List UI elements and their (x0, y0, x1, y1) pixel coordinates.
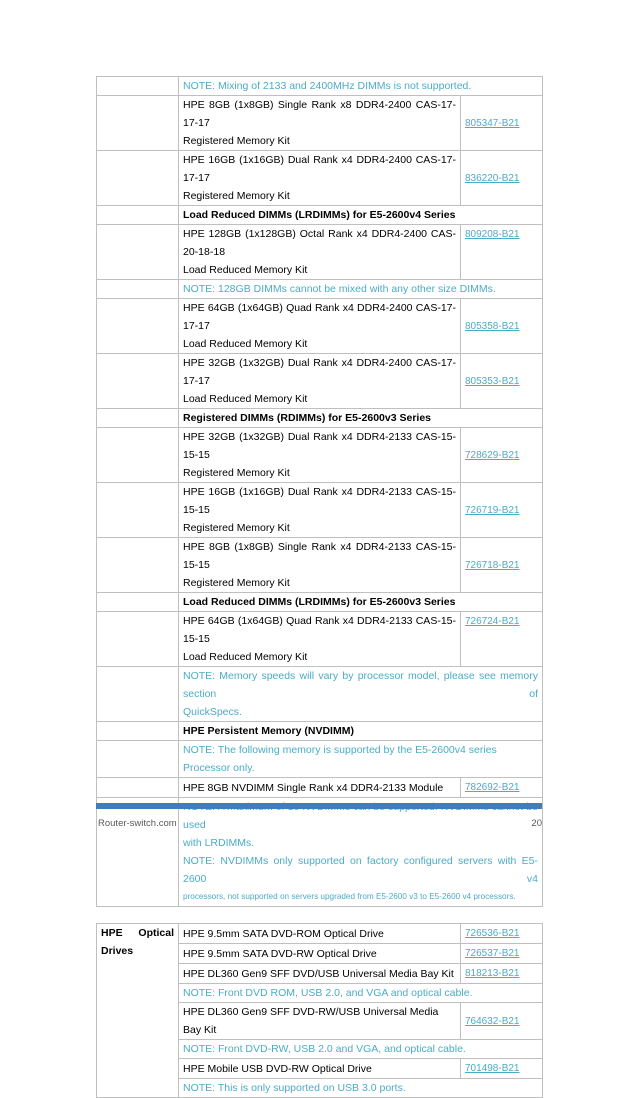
category-cell (97, 593, 179, 612)
option-description: HPE 8GB NVDIMM Single Rank x4 DDR4-2133 Module (179, 778, 461, 798)
note-text: NOTE: 128GB DIMMs cannot be mixed with any other size DIMMs. (179, 280, 543, 299)
table-row (97, 798, 543, 907)
table-row (97, 722, 543, 741)
description-line: Registered Memory Kit (183, 135, 290, 147)
category-optical-drives (97, 924, 179, 1098)
option-description (179, 225, 461, 280)
description-line: Registered Memory Kit (183, 190, 290, 202)
description-line: Registered Memory Kit (183, 522, 290, 534)
part-number-link[interactable]: 726718-B21 (465, 559, 520, 571)
option-description (179, 299, 461, 354)
category-cell (97, 483, 179, 538)
page-number: 20 (531, 818, 542, 829)
section-heading: Registered DIMMs (RDIMMs) for E5-2600v3 Series (179, 409, 543, 428)
part-number-link[interactable]: 836220-B21 (465, 172, 520, 184)
part-number-link[interactable]: 805353-B21 (465, 375, 520, 387)
section-heading: Load Reduced DIMMs (LRDIMMs) for E5-2600v3 Series (179, 593, 543, 612)
part-number-link[interactable]: 809208-B21 (465, 229, 520, 240)
category-cell (97, 299, 179, 354)
note-line: used (183, 819, 206, 831)
table-row (97, 483, 543, 538)
table-row (97, 206, 543, 225)
option-description: HPE Mobile USB DVD-RW Optical Drive (179, 1059, 461, 1079)
category-cell (97, 667, 179, 722)
table-row (97, 280, 543, 299)
memory-options-table (96, 76, 543, 1098)
option-description: HPE DL360 Gen9 SFF DVD/USB Universal Media Bay Kit (179, 964, 461, 984)
description-line: HPE 8GB (1x8GB) Single Rank x4 DDR4-2133 CAS-15-15-15 (183, 541, 456, 571)
table-row (97, 593, 543, 612)
category-cell (97, 96, 179, 151)
part-number-link[interactable]: 701498-B21 (465, 1063, 520, 1074)
note-text: NOTE: The following memory is supported by the E5-2600v4 series Processor only. (179, 741, 543, 778)
part-number-link[interactable]: 818213-B21 (465, 968, 520, 979)
footer-divider (96, 803, 542, 809)
description-line: HPE 128GB (1x128GB) Octal Rank x4 DDR4-2400 CAS-20-18-18 (183, 228, 456, 258)
description-line: HPE 64GB (1x64GB) Quad Rank x4 DDR4-2400 CAS-17-17-17 (183, 302, 456, 332)
option-description (179, 538, 461, 593)
part-number-link[interactable]: 726537-B21 (465, 948, 520, 959)
description-line: Registered Memory Kit (183, 577, 290, 589)
table-row (97, 667, 543, 722)
part-number-link[interactable]: 726719-B21 (465, 504, 520, 516)
table-row (97, 299, 543, 354)
section-heading: HPE Persistent Memory (NVDIMM) (179, 722, 543, 741)
table-row (97, 354, 543, 409)
category-cell (97, 538, 179, 593)
table-row (97, 612, 543, 667)
note-text: NOTE: Mixing of 2133 and 2400MHz DIMMs is not supported. (179, 77, 543, 96)
table-row (97, 225, 543, 280)
note-text (179, 798, 543, 907)
note-text: NOTE: This is only supported on USB 3.0 ports. (179, 1079, 543, 1098)
footer-site: Router-switch.com (98, 818, 177, 829)
table-row (97, 96, 543, 151)
category-cell (97, 225, 179, 280)
note-line: QuickSpecs. (183, 706, 242, 718)
part-number-link[interactable]: 726724-B21 (465, 616, 520, 627)
part-number-link[interactable]: 728629-B21 (465, 449, 520, 461)
category-label-word: HPE (101, 927, 123, 939)
description-line: HPE 16GB (1x16GB) Dual Rank x4 DDR4-2133 CAS-15-15-15 (183, 486, 456, 516)
description-line: Load Reduced Memory Kit (183, 651, 308, 663)
description-line: HPE 16GB (1x16GB) Dual Rank x4 DDR4-2400 CAS-17-17-17 (183, 154, 456, 184)
category-cell (97, 409, 179, 428)
description-line: HPE 32GB (1x32GB) Dual Rank x4 DDR4-2133 CAS-15-15-15 (183, 431, 456, 461)
description-line: Load Reduced Memory Kit (183, 264, 308, 276)
table-row (97, 77, 543, 96)
option-description (179, 612, 461, 667)
note-text (179, 667, 543, 722)
note-line: processors, not supported on servers upgraded from E5-2600 v3 to E5-2600 v4 processors. (183, 892, 516, 901)
note-line: with LRDIMMs. (183, 837, 255, 849)
table-row (97, 428, 543, 483)
option-description (179, 151, 461, 206)
note-line: NOTE: Memory speeds will vary by processor model, please see memory section of (183, 670, 539, 700)
part-number-link[interactable]: 782692-B21 (465, 782, 520, 793)
table-row (97, 151, 543, 206)
note-text: NOTE: Front DVD ROM, USB 2.0, and VGA and optical cable. (179, 984, 543, 1003)
description-line: Load Reduced Memory Kit (183, 338, 308, 350)
category-cell (97, 428, 179, 483)
description-line: Registered Memory Kit (183, 467, 290, 479)
table-row (97, 538, 543, 593)
description-line: Load Reduced Memory Kit (183, 393, 308, 405)
note-text: NOTE: Front DVD-RW, USB 2.0 and VGA, and optical cable. (179, 1040, 543, 1059)
note-line: NOTE: NVDIMMs only supported on factory configured servers with E5-2600 v4 (183, 855, 539, 885)
part-number-link[interactable]: 764632-B21 (465, 1015, 520, 1027)
section-separator (97, 907, 543, 924)
option-description (179, 354, 461, 409)
category-cell (97, 741, 179, 778)
category-cell (97, 722, 179, 741)
category-cell (97, 354, 179, 409)
part-number-link[interactable]: 726536-B21 (465, 928, 520, 939)
category-label-word: Drives (101, 945, 134, 957)
table-row (97, 741, 543, 778)
category-cell (97, 798, 179, 907)
description-line: HPE 32GB (1x32GB) Dual Rank x4 DDR4-2400 CAS-17-17-17 (183, 357, 456, 387)
option-description: HPE 9.5mm SATA DVD-RW Optical Drive (179, 944, 461, 964)
category-label-word: Optical (138, 927, 174, 939)
table-row (97, 409, 543, 428)
part-number-link[interactable]: 805347-B21 (465, 117, 520, 129)
option-description: HPE 9.5mm SATA DVD-ROM Optical Drive (179, 924, 461, 944)
option-description: HPE DL360 Gen9 SFF DVD-RW/USB Universal Media Bay Kit (179, 1003, 461, 1040)
option-description (179, 96, 461, 151)
category-cell (97, 77, 179, 96)
category-cell (97, 280, 179, 299)
part-number-link[interactable]: 805358-B21 (465, 320, 520, 332)
category-cell (97, 206, 179, 225)
table-row (97, 924, 543, 944)
option-description (179, 428, 461, 483)
description-line: HPE 8GB (1x8GB) Single Rank x8 DDR4-2400 CAS-17-17-17 (183, 99, 456, 129)
category-cell (97, 778, 179, 798)
table-row (97, 778, 543, 798)
option-description (179, 483, 461, 538)
section-heading: Load Reduced DIMMs (LRDIMMs) for E5-2600v4 Series (179, 206, 543, 225)
category-cell (97, 151, 179, 206)
description-line: HPE 64GB (1x64GB) Quad Rank x4 DDR4-2133 CAS-15-15-15 (183, 615, 456, 645)
category-cell (97, 612, 179, 667)
